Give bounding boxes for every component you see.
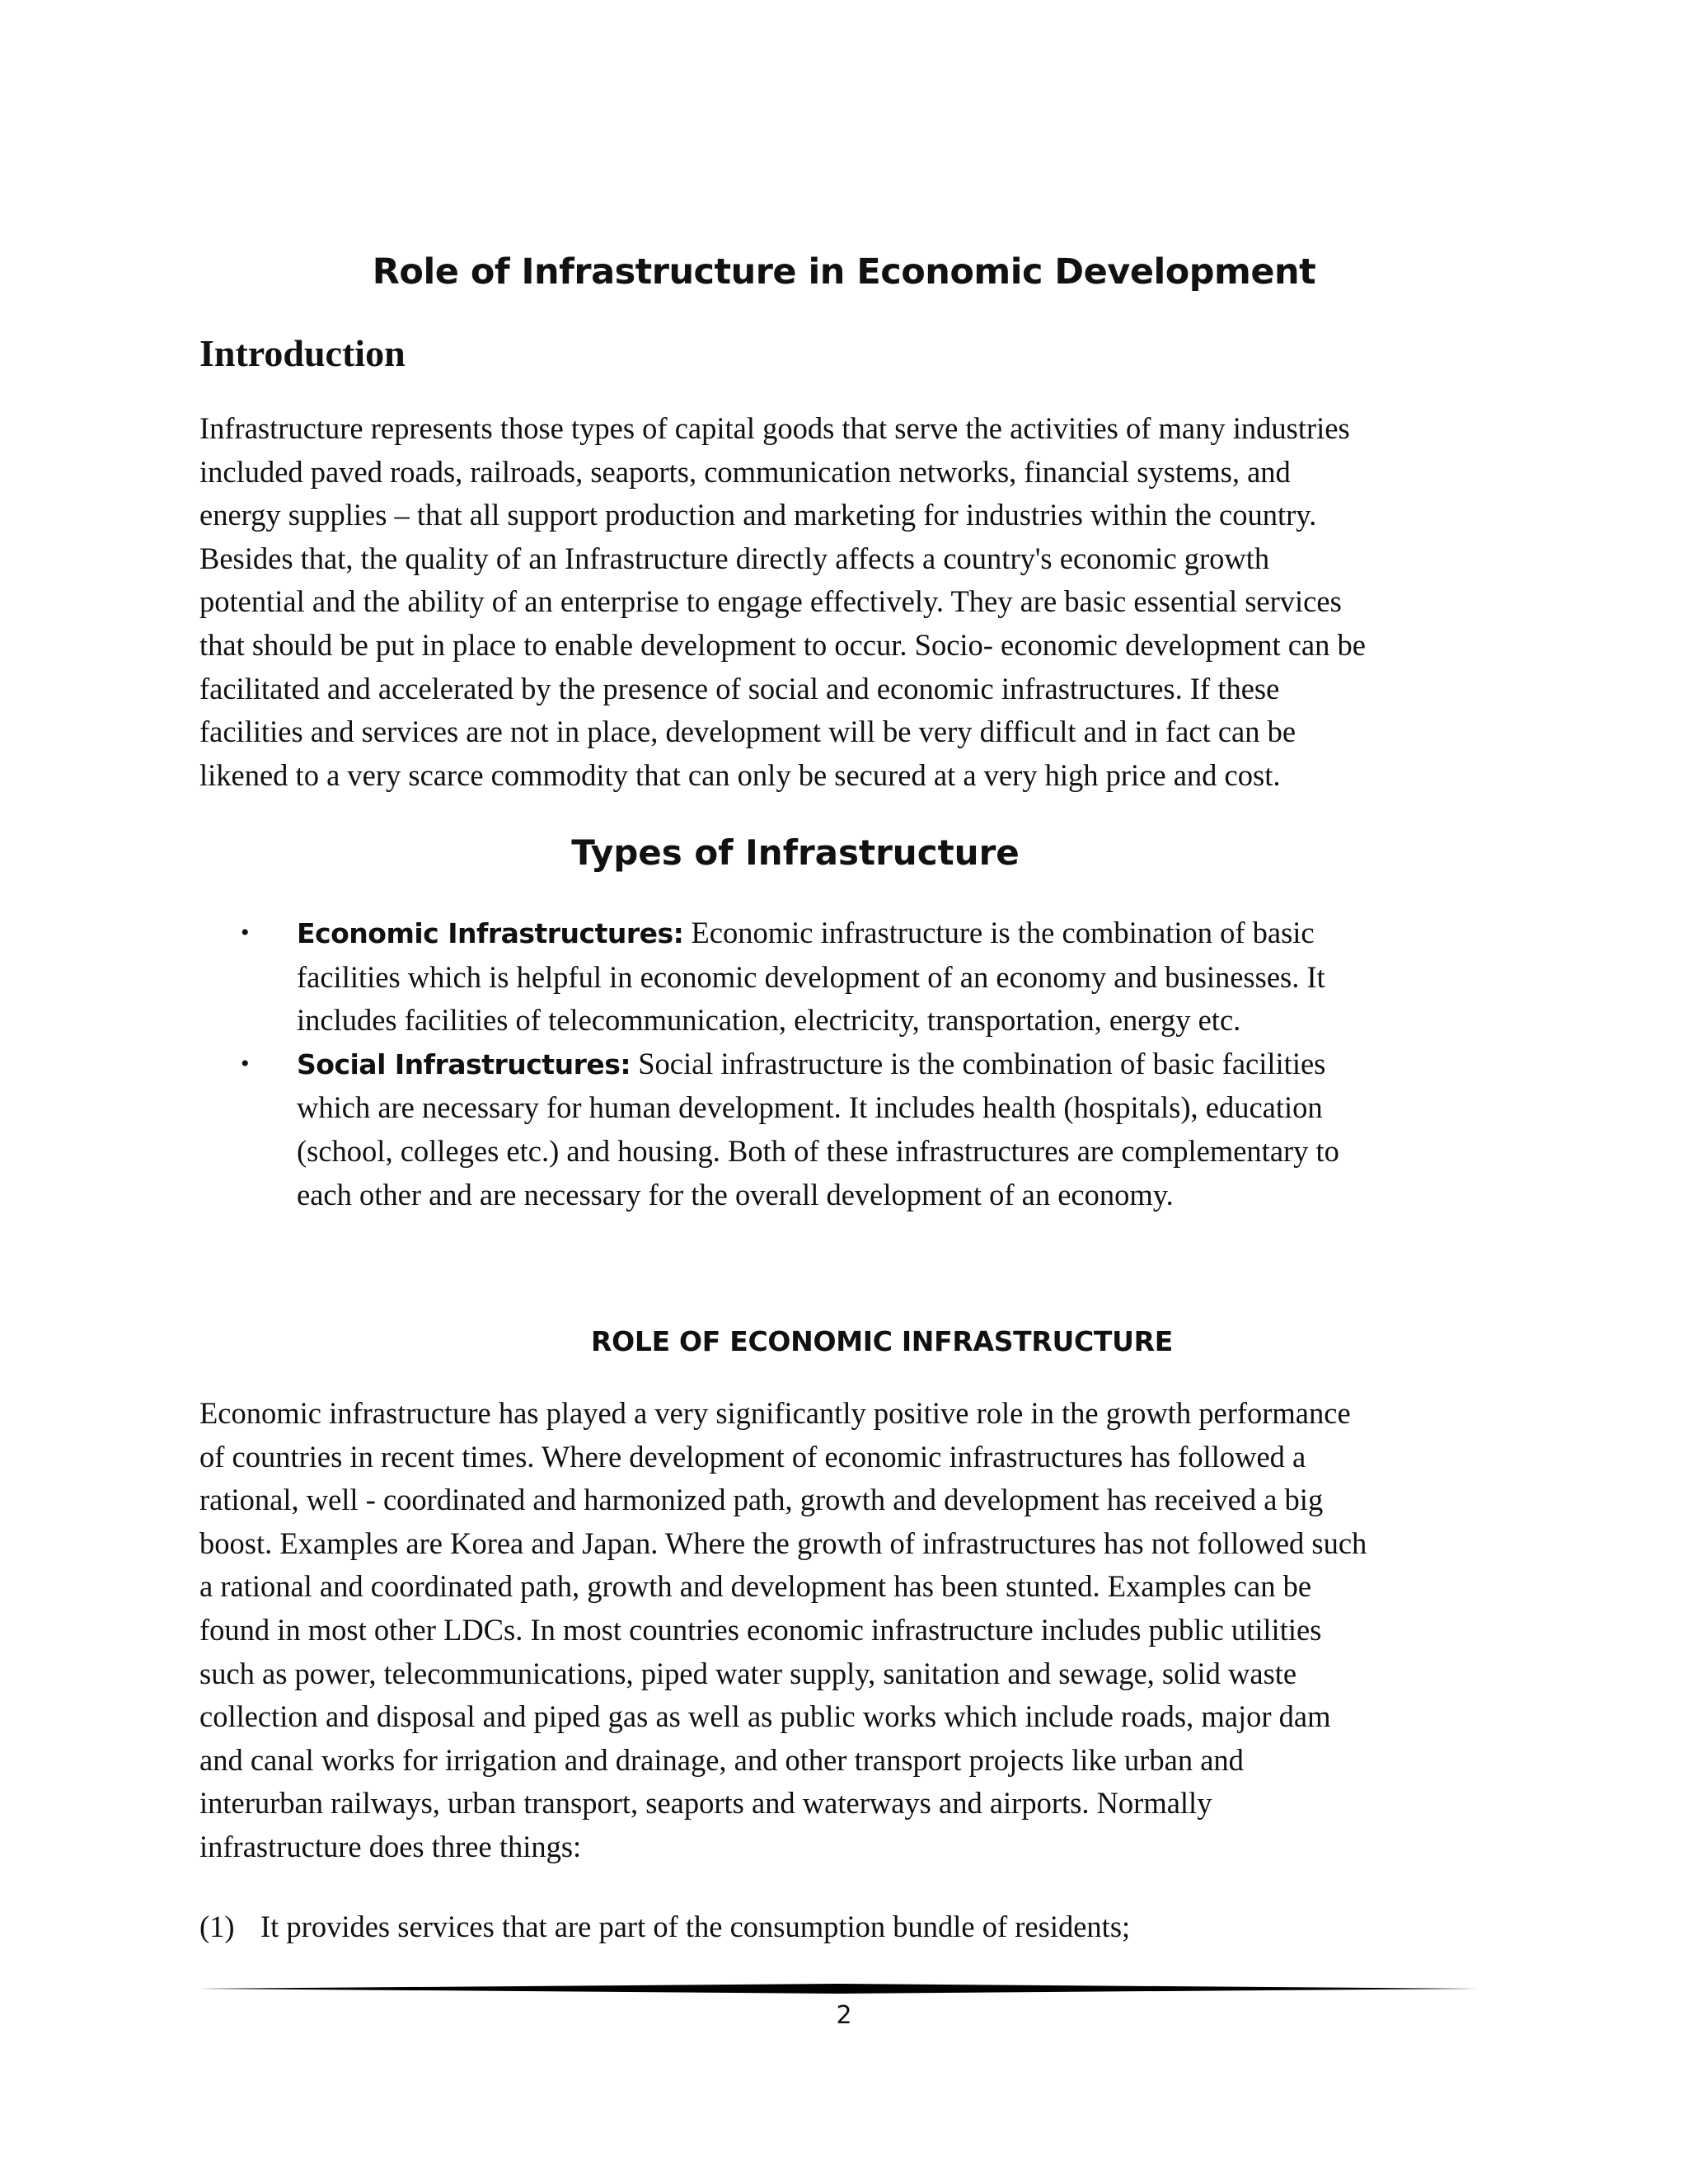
paragraph-line: found in most other LDCs. In most countries economic infrastructure includes public utilities xyxy=(199,1612,1322,1647)
paragraph-line: boost. Examples are Korea and Japan. Where the growth of infrastructures has not followed such xyxy=(199,1526,1367,1560)
numbered-item xyxy=(199,1905,1130,1949)
paragraph-line: included paved roads, railroads, seaports, communication networks, financial systems, and xyxy=(199,454,1291,489)
footer-divider xyxy=(199,1982,1479,1995)
paragraph-line: Besides that, the quality of an Infrastructure directly affects a country's economic growth xyxy=(199,541,1270,575)
paragraph-line: likened to a very scarce commodity that can only be secured at a very high price and cost. xyxy=(199,757,1281,792)
paragraph-line: rational, well - coordinated and harmonized path, growth and development has received a big xyxy=(199,1483,1324,1517)
paragraph-line: a rational and coordinated path, growth and development has been stunted. Examples can be xyxy=(199,1569,1312,1604)
role-economic-heading: ROLE OF ECONOMIC INFRASTRUCTURE xyxy=(591,1325,1173,1357)
list-item-first-line xyxy=(297,912,1518,956)
list-item-line: includes facilities of telecommunication, electricity, transportation, energy etc. xyxy=(297,1003,1241,1038)
paragraph-line: and canal works for irrigation and drainage, and other transport projects like urban and xyxy=(199,1742,1244,1777)
list-item-first-line xyxy=(297,1043,1518,1087)
introduction-heading: Introduction xyxy=(199,332,406,374)
paragraph-line: interurban railways, urban transport, seaports and waterways and airports. Normally xyxy=(199,1786,1212,1821)
role-economic-paragraph xyxy=(199,1392,1485,1869)
list-item-line: (school, colleges etc.) and housing. Both of these infrastructures are complementary to xyxy=(297,1133,1339,1168)
list-item-separator: : xyxy=(673,917,684,949)
paragraph-line: potential and the ability of an enterprise to engage effectively. They are basic essential services xyxy=(199,584,1342,619)
paragraph-line: energy supplies – that all support production and marketing for industries within the country. xyxy=(199,498,1317,532)
list-item-social xyxy=(199,1043,1518,1216)
paragraph-line: that should be put in place to enable development to occur. Socio- economic development can be xyxy=(199,627,1366,662)
document-title: Role of Infrastructure in Economic Development xyxy=(372,251,1316,293)
list-item-text: Economic infrastructure is the combination of basic xyxy=(683,916,1315,949)
page-number: 2 xyxy=(836,2001,852,2030)
paragraph-line: collection and disposal and piped gas as well as public works which include roads, major dam xyxy=(199,1699,1331,1734)
list-item-economic xyxy=(199,912,1518,1043)
list-item-text: Social infrastructure is the combination of basic facilities xyxy=(631,1046,1326,1080)
bullet-icon: • xyxy=(241,919,250,946)
infrastructure-types-list xyxy=(199,912,1518,1216)
list-item-line: facilities which is helpful in economic development of an economy and businesses. It xyxy=(297,959,1325,994)
types-heading: Types of Infrastructure xyxy=(571,832,1020,873)
paragraph-line: facilitated and accelerated by the presence of social and economic infrastructures. If these xyxy=(199,671,1280,705)
numbered-item-number: (1) xyxy=(199,1910,235,1943)
introduction-paragraph xyxy=(199,407,1485,797)
list-item-line: each other and are necessary for the overall development of an economy. xyxy=(297,1177,1174,1212)
paragraph-line: Economic infrastructure has played a very significantly positive role in the growth performance xyxy=(199,1396,1351,1430)
list-item-term: Social Infrastructures: xyxy=(297,1047,631,1080)
paragraph-line: of countries in recent times. Where development of economic infrastructures has followed a xyxy=(199,1439,1306,1474)
paragraph-line: facilities and services are not in place, development will be very difficult and in fact can be xyxy=(199,715,1296,749)
numbered-item-text: It provides services that are part of the consumption bundle of residents; xyxy=(260,1910,1131,1943)
list-item-line: which are necessary for human development. It includes health (hospitals), education xyxy=(297,1090,1323,1125)
paragraph-line: Infrastructure represents those types of capital goods that serve the activities of many industries xyxy=(199,411,1350,445)
list-item-term: Economic Infrastructures xyxy=(297,917,673,949)
paragraph-line: such as power, telecommunications, piped water supply, sanitation and sewage, solid waste xyxy=(199,1656,1297,1690)
bullet-icon: • xyxy=(241,1049,250,1077)
paragraph-line: infrastructure does three things: xyxy=(199,1829,582,1863)
